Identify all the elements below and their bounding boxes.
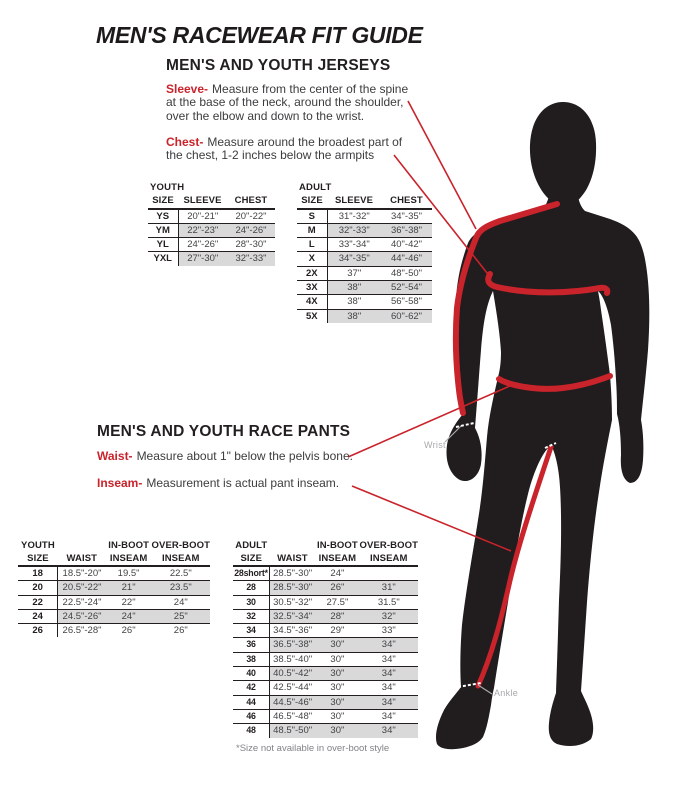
size-table-row	[233, 595, 418, 609]
measurement-cell: 27"-30"	[178, 252, 227, 266]
measurement-cell: 30"	[315, 638, 359, 652]
measurement-cell: 30.5"-32"	[273, 596, 313, 608]
size-table-row	[233, 695, 418, 709]
measurement-cell: 22"	[121, 596, 136, 608]
size-cell: 40	[233, 667, 270, 681]
inseam-description: Measurement is actual pant inseam.	[146, 476, 340, 490]
chest-description: Measure around the broadest part of the chest, 1-2 inches below the armpits	[166, 135, 403, 163]
silhouette-head	[530, 102, 596, 206]
column-header: SIZE	[27, 552, 49, 564]
measurement-cell: 48.5"-50"	[270, 724, 316, 738]
measurement-cell: 20"-22"	[235, 210, 267, 222]
measurement-cell: 29"	[330, 625, 345, 637]
size-cell: 30	[233, 595, 270, 609]
size-cell: L	[297, 238, 327, 252]
measurement-cell: 30"	[330, 710, 345, 722]
measurement-cell: 30"	[315, 724, 359, 738]
youth-jersey-table-grid	[148, 195, 275, 266]
measurement-cell: 18.5"-20"	[62, 568, 102, 579]
column-header: IN-BOOT	[108, 540, 150, 551]
size-table-row	[297, 280, 432, 294]
inseam-term: Inseam-	[97, 476, 143, 490]
measurement-cell: 24"-26"	[227, 223, 275, 237]
measurement-cell: 46.5"-48"	[273, 710, 313, 722]
size-table-row	[18, 624, 210, 638]
size-cell: 28	[233, 581, 270, 595]
measurement-cell: 34"	[360, 724, 418, 738]
measurement-cell: 28.5"-30"	[270, 581, 316, 595]
size-cell: 32	[233, 609, 270, 623]
column-header	[270, 540, 316, 553]
measurement-cell: 20"-21"	[187, 210, 219, 222]
measurement-cell: 37"	[347, 267, 362, 279]
measurement-cell: 31"-32"	[338, 210, 370, 222]
measurement-cell: 19.5"	[117, 568, 140, 579]
measurement-cell: 33"	[381, 625, 396, 637]
measurement-cell: 34"	[360, 695, 418, 709]
size-cell: 4X	[297, 295, 327, 309]
youth-pants-table-grid	[18, 540, 210, 637]
measurement-cell: 30"	[315, 667, 359, 681]
measurement-cell: 24.5"-26"	[58, 609, 106, 623]
size-table-row	[233, 581, 418, 595]
size-table-row	[297, 295, 432, 309]
measurement-cell: 30"	[330, 653, 345, 665]
chest-term: Chest-	[166, 135, 204, 149]
column-header	[58, 540, 106, 553]
column-header: WAIST	[66, 552, 98, 564]
size-cell: M	[297, 223, 327, 237]
measurement-cell: 27.5"	[326, 596, 349, 608]
column-header: SIZE	[152, 195, 174, 206]
column-header: INSEAM	[161, 552, 200, 564]
measurement-cell: 38"	[327, 280, 381, 294]
size-cell: 38	[233, 652, 270, 666]
measurement-cell: 28"-30"	[235, 239, 267, 251]
measurement-cell: 32.5"-34"	[270, 609, 316, 623]
column-header: YOUTH	[21, 540, 55, 551]
size-cell: 24	[18, 609, 58, 623]
measurement-cell: 42.5"-44"	[273, 682, 313, 694]
measurement-cell: 34"	[360, 638, 418, 652]
size-cell: YL	[148, 238, 178, 252]
size-table-row	[297, 209, 432, 224]
size-cell: S	[297, 209, 327, 224]
size-table-row	[297, 252, 432, 266]
measurement-cell: 22"-23"	[178, 223, 227, 237]
measurement-cell: 24"	[106, 609, 152, 623]
size-table-row	[233, 624, 418, 638]
adult-pants-size-table	[233, 540, 418, 738]
measurement-cell: 32"-33"	[227, 252, 275, 266]
measurement-cell: 24"-26"	[187, 239, 219, 251]
measurement-cell: 38.5"-40"	[273, 653, 313, 665]
measurement-cell: 60"-62"	[381, 309, 432, 323]
column-header: CHEST	[390, 195, 423, 206]
size-table-row	[148, 223, 275, 237]
measurement-cell: 28.5"-30"	[273, 568, 313, 579]
adult-jersey-size-table	[297, 183, 432, 323]
pants-section-heading: MEN'S AND YOUTH RACE PANTS	[97, 423, 351, 440]
size-cell: 2X	[297, 266, 327, 280]
measurement-cell	[360, 566, 418, 581]
size-table-row	[148, 209, 275, 224]
size-table-row	[233, 638, 418, 652]
measurement-cell: 38"	[347, 296, 362, 308]
measurement-cell: 25"	[152, 609, 210, 623]
measurement-cell: 44"-46"	[381, 252, 432, 266]
measurement-cell: 36"-38"	[381, 223, 432, 237]
measurement-cell: 44.5"-46"	[270, 695, 316, 709]
size-cell: 42	[233, 681, 270, 695]
size-cell: 26	[18, 624, 58, 638]
size-cell: 44	[233, 695, 270, 709]
size-table-row	[297, 238, 432, 252]
size-cell: 3X	[297, 280, 327, 294]
waist-description: Measure about 1" below the pelvis bone.	[136, 449, 353, 463]
size-cell: YM	[148, 223, 178, 237]
measurement-cell: 22.5"-24"	[62, 596, 102, 608]
sleeve-instruction	[166, 83, 420, 123]
measurement-cell: 48"-50"	[390, 267, 423, 279]
waist-term: Waist-	[97, 449, 133, 463]
size-table-row	[233, 681, 418, 695]
size-cell: 48	[233, 724, 270, 738]
column-header: WAIST	[277, 552, 308, 564]
column-header: INSEAM	[369, 552, 408, 564]
ankle-label: Ankle	[494, 688, 519, 698]
size-cell: YS	[148, 209, 178, 224]
column-header: CHEST	[234, 195, 268, 206]
measurement-cell: 34"	[381, 653, 396, 665]
measurement-cell: 20.5"-22"	[58, 581, 106, 595]
adult-pants-table-grid	[233, 540, 418, 738]
size-table-row	[18, 609, 210, 623]
measurement-cell: 34.5"-36"	[273, 625, 313, 637]
measurement-cell: 26"	[173, 625, 188, 637]
page-title: MEN'S RACEWEAR FIT GUIDE	[96, 22, 423, 48]
size-table-row	[18, 566, 210, 581]
size-table-row	[148, 238, 275, 252]
size-table-row	[233, 724, 418, 738]
size-table-row	[18, 581, 210, 595]
size-table-row	[233, 566, 418, 581]
column-header: OVER-BOOT	[151, 540, 210, 551]
measurement-cell: 33"-34"	[338, 239, 370, 251]
measurement-cell: 26"	[121, 625, 136, 637]
sleeve-description: Measure from the center of the spine at the base of the neck, around the shoulder, over the elbow and down to the wrist.	[166, 82, 409, 123]
jerseys-section-heading: MEN'S AND YOUTH JERSEYS	[166, 57, 391, 74]
chest-instruction	[166, 136, 408, 163]
column-header: SLEEVE	[183, 195, 222, 206]
measurement-cell: 30"	[315, 695, 359, 709]
measurement-cell: 38"	[327, 309, 381, 323]
measurement-cell: 56"-58"	[390, 296, 423, 308]
size-cell: YXL	[148, 252, 178, 266]
size-table-row	[18, 595, 210, 609]
adult-jersey-table-label: ADULT	[299, 182, 332, 193]
column-header: SIZE	[301, 195, 323, 206]
size-cell: 28short*	[233, 566, 270, 581]
measurement-cell: 22.5"	[169, 568, 192, 579]
wrist-label: Wrist	[424, 440, 446, 450]
size-table-row	[233, 652, 418, 666]
measurement-cell: 32"-33"	[327, 223, 381, 237]
column-header: SLEEVE	[334, 195, 374, 206]
size-cell: 18	[18, 566, 58, 581]
measurement-cell: 24"	[173, 596, 188, 608]
measurement-cell: 34"-35"	[390, 210, 423, 222]
size-table-row	[233, 709, 418, 723]
measurement-cell: 28"	[315, 609, 359, 623]
youth-jersey-size-table	[148, 183, 275, 266]
measurement-cell: 34"	[381, 710, 396, 722]
size-cell: 36	[233, 638, 270, 652]
size-table-row	[297, 309, 432, 323]
youth-pants-size-table	[18, 540, 210, 637]
measurement-cell: 34"	[360, 667, 418, 681]
size-cell: 22	[18, 595, 58, 609]
size-table-row	[148, 252, 275, 266]
measurement-cell: 36.5"-38"	[270, 638, 316, 652]
size-table-row	[297, 266, 432, 280]
adult-jersey-table-grid	[297, 195, 432, 323]
size-cell: 5X	[297, 309, 327, 323]
column-header: IN-BOOT	[316, 540, 358, 551]
measurement-cell: 34"	[381, 682, 396, 694]
measurement-cell: 34"-35"	[327, 252, 381, 266]
waist-instruction	[97, 450, 397, 463]
measurement-cell: 23.5"	[152, 581, 210, 595]
measurement-cell: 26"	[315, 581, 359, 595]
inseam-instruction	[97, 477, 397, 490]
measurement-cell: 21"	[106, 581, 152, 595]
column-header: INSEAM	[109, 552, 148, 564]
size-table-row	[233, 667, 418, 681]
measurement-cell: 24"	[330, 568, 345, 579]
column-header: OVER-BOOT	[359, 540, 418, 551]
measurement-cell: 40.5"-42"	[270, 667, 316, 681]
size-table-row	[233, 609, 418, 623]
column-header: SIZE	[240, 552, 263, 564]
measurement-cell: 32"	[360, 609, 418, 623]
measurement-cell: 31.5"	[377, 596, 400, 608]
sleeve-term: Sleeve-	[166, 82, 209, 96]
measurement-cell: 30"	[330, 682, 345, 694]
size-cell: X	[297, 252, 327, 266]
youth-jersey-table-label: YOUTH	[150, 182, 185, 193]
size-cell: 34	[233, 624, 270, 638]
size-cell: 20	[18, 581, 58, 595]
measurement-cell: 52"-54"	[381, 280, 432, 294]
size-table-row	[297, 223, 432, 237]
size-footnote: *Size not available in over-boot style	[236, 743, 390, 754]
measurement-cell: 26.5"-28"	[62, 625, 102, 637]
column-header: ADULT	[235, 540, 268, 551]
measurement-cell: 31"	[360, 581, 418, 595]
measurement-cell: 40"-42"	[390, 239, 423, 251]
column-header: INSEAM	[318, 552, 357, 564]
size-cell: 46	[233, 709, 270, 723]
